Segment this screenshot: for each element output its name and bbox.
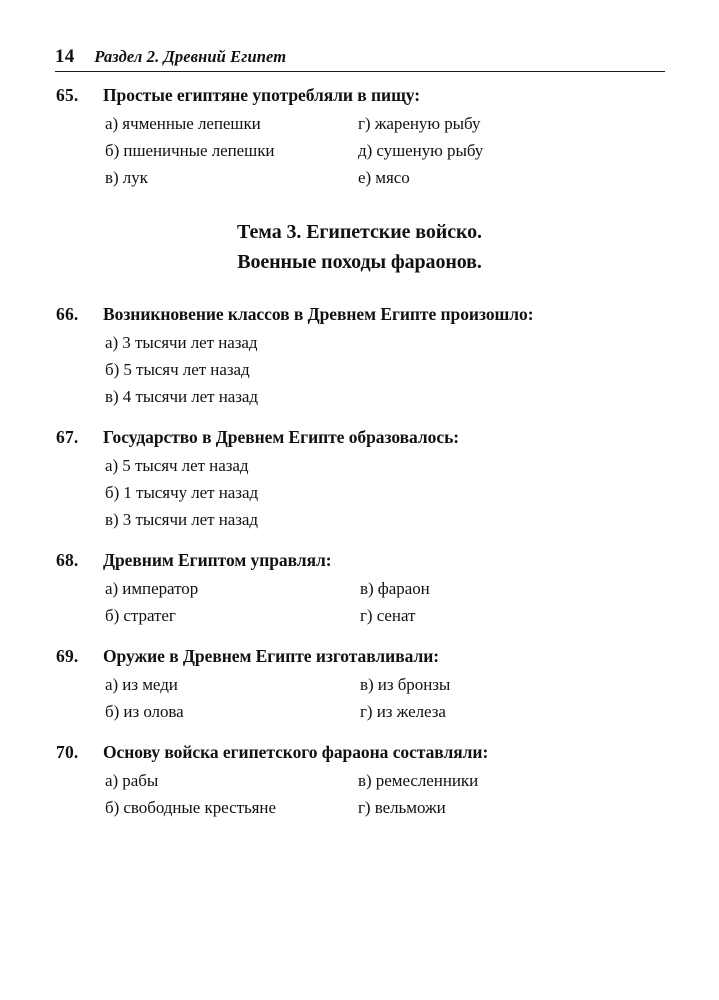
question-item bbox=[0, 547, 719, 629]
question-text: Оружие в Древнем Египте изготавливали: bbox=[103, 646, 440, 666]
option-left[interactable]: в) 4 тысячи лет назад bbox=[105, 387, 259, 406]
question-text: Возникновение классов в Древнем Египте произошло: bbox=[103, 304, 534, 324]
section-heading bbox=[0, 217, 719, 277]
option-row bbox=[105, 164, 719, 191]
option-right[interactable]: г) жареную рыбу bbox=[358, 114, 481, 133]
question-item bbox=[0, 643, 719, 725]
option-right[interactable]: в) фараон bbox=[360, 579, 430, 598]
option-row bbox=[105, 110, 719, 137]
option-row bbox=[105, 506, 719, 533]
option-right[interactable]: д) сушеную рыбу bbox=[358, 141, 484, 160]
option-right[interactable]: в) ремесленники bbox=[358, 771, 479, 790]
option-left[interactable]: б) 5 тысяч лет назад bbox=[105, 360, 250, 379]
question-number: 68. bbox=[56, 550, 79, 570]
question-heading bbox=[56, 739, 719, 765]
question-number: 65. bbox=[56, 85, 79, 105]
option-left[interactable]: а) император bbox=[105, 579, 199, 598]
running-head-title: Раздел 2. Древний Египет bbox=[94, 47, 287, 66]
option-left[interactable]: а) 5 тысяч лет назад bbox=[105, 456, 249, 475]
question-text: Древним Египтом управлял: bbox=[103, 550, 332, 570]
option-left[interactable]: б) стратег bbox=[105, 606, 176, 625]
option-left[interactable]: в) лук bbox=[105, 168, 148, 187]
option-row bbox=[105, 329, 719, 356]
option-row bbox=[105, 575, 719, 602]
question-text: Простые египтяне употребляли в пищу: bbox=[103, 85, 421, 105]
question-number: 69. bbox=[56, 646, 79, 666]
question-list bbox=[0, 82, 719, 835]
answer-options bbox=[56, 671, 719, 725]
answer-options bbox=[56, 767, 719, 821]
option-right[interactable]: в) из бронзы bbox=[360, 675, 451, 694]
question-heading bbox=[56, 301, 719, 327]
section-heading-line-2: Военные походы фараонов. bbox=[237, 251, 482, 273]
option-right[interactable]: г) вельможи bbox=[358, 798, 446, 817]
question-item bbox=[0, 424, 719, 533]
section-heading-line-1: Тема 3. Египетские войско. bbox=[237, 221, 482, 243]
option-row bbox=[105, 794, 719, 821]
question-number: 70. bbox=[56, 742, 79, 762]
question-item bbox=[0, 301, 719, 410]
question-item bbox=[0, 82, 719, 191]
option-right[interactable]: г) сенат bbox=[360, 606, 416, 625]
option-left[interactable]: б) свободные крестьяне bbox=[105, 798, 276, 817]
question-item bbox=[0, 739, 719, 821]
question-heading bbox=[56, 424, 719, 450]
page-number: 14 bbox=[55, 46, 75, 67]
option-left[interactable]: б) пшеничные лепешки bbox=[105, 141, 275, 160]
option-left[interactable]: а) из меди bbox=[105, 675, 178, 694]
question-text: Государство в Древнем Египте образовалось: bbox=[103, 427, 460, 447]
option-left[interactable]: а) ячменные лепешки bbox=[105, 114, 261, 133]
answer-options bbox=[56, 329, 719, 410]
option-row bbox=[105, 671, 719, 698]
option-row bbox=[105, 767, 719, 794]
option-row bbox=[105, 452, 719, 479]
question-heading bbox=[56, 547, 719, 573]
option-left[interactable]: а) 3 тысячи лет назад bbox=[105, 333, 258, 352]
option-left[interactable]: а) рабы bbox=[105, 771, 159, 790]
option-row bbox=[105, 602, 719, 629]
option-left[interactable]: в) 3 тысячи лет назад bbox=[105, 510, 259, 529]
answer-options bbox=[56, 452, 719, 533]
question-number: 67. bbox=[56, 427, 79, 447]
question-text: Основу войска египетского фараона составляли: bbox=[103, 742, 489, 762]
option-row bbox=[105, 356, 719, 383]
option-row bbox=[105, 137, 719, 164]
header-rule-divider bbox=[55, 71, 665, 72]
option-row bbox=[105, 383, 719, 410]
question-number: 66. bbox=[56, 304, 79, 324]
answer-options bbox=[56, 110, 719, 191]
option-row bbox=[105, 479, 719, 506]
running-head bbox=[55, 47, 665, 73]
option-left[interactable]: б) из олова bbox=[105, 702, 184, 721]
option-right[interactable]: е) мясо bbox=[358, 168, 410, 187]
answer-options bbox=[56, 575, 719, 629]
option-left[interactable]: б) 1 тысячу лет назад bbox=[105, 483, 259, 502]
question-heading bbox=[56, 82, 719, 108]
option-row bbox=[105, 698, 719, 725]
option-right[interactable]: г) из железа bbox=[360, 702, 446, 721]
question-heading bbox=[56, 643, 719, 669]
